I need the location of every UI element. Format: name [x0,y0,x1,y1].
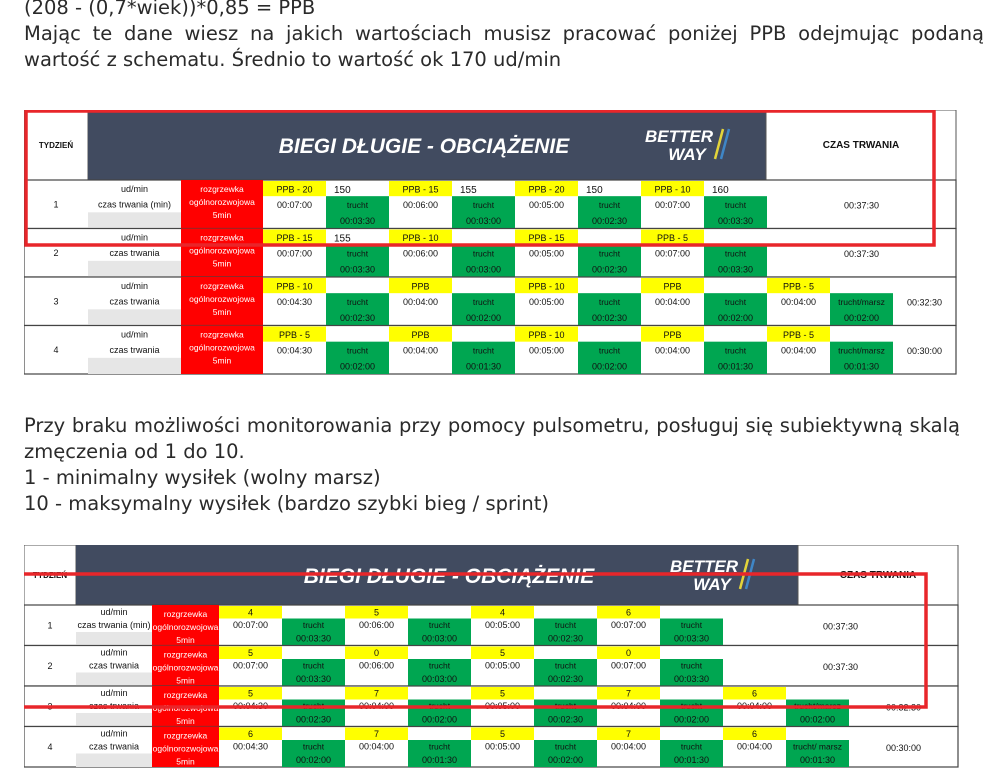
intensity-value: 5 [247,648,254,659]
rest-label: trucht [472,248,495,259]
work-time: 00:04:00 [780,345,817,356]
rest-time: 00:01:30 [421,755,458,766]
duration-label: czas trwania [109,344,160,355]
rest-label: trucht [554,620,577,631]
warmup-text: rozgrzewka [200,329,244,340]
rest-label: trucht [428,660,451,671]
warmup-text: ogólnorozwojowa [189,245,255,256]
duration-label: czas trwania (min) [77,619,151,630]
intensity-value: PPB - 20 [276,184,313,195]
rest-time: 00:02:30 [547,714,584,725]
rest-time: 00:02:00 [295,755,332,766]
work-time: 00:07:00 [654,199,691,210]
rest-label: trucht [724,296,747,307]
rest-time: 00:02:30 [591,215,628,226]
hr-label: ud/min [120,329,149,340]
intensity-value: PPB [411,330,430,341]
warmup-text: ogólnorozwojowa [152,743,219,754]
hr-label: ud/min [100,728,128,739]
rest-time: 00:02:00 [591,361,628,372]
rest-label: trucht [680,660,703,671]
rest-label: trucht [680,620,703,631]
work-time: 00:05:00 [528,199,565,210]
total-duration: 00:37:30 [843,248,880,259]
rest-label: trucht [724,248,747,259]
rest-label: trucht [302,620,325,631]
rest-label: trucht [428,741,451,752]
intensity-value: 7 [373,729,380,740]
intensity-value: PPB [411,281,430,292]
intensity-value: PPB - 10 [402,233,439,244]
work-time: 00:04:00 [358,701,395,712]
work-time: 00:05:00 [484,660,521,671]
total-duration: 00:32:30 [885,702,922,713]
work-time: 00:04:00 [358,741,395,752]
week-number: 1 [47,620,53,631]
work-time: 00:04:00 [610,741,647,752]
total-duration: 00:30:00 [906,345,943,356]
total-duration: 00:37:30 [822,661,859,672]
rest-time: 00:03:00 [421,674,458,685]
rest-label: trucht [472,345,495,356]
rest-label: trucht/ marsz [792,741,843,752]
intensity-value: PPB [663,281,682,292]
intensity-value: 5 [499,729,506,740]
work-time: 00:05:00 [528,296,565,307]
hr-label: ud/min [100,647,128,658]
intensity-value: PPB [663,330,682,341]
intensity-value: 6 [751,688,758,699]
warmup-text: 5min [176,635,195,645]
rest-time: 00:01:30 [465,361,502,372]
week-number: 2 [47,660,53,671]
heart-rate-value: 150 [586,184,603,196]
label-grey-cell [88,309,181,325]
rest-time: 00:03:30 [339,264,376,275]
warmup-text: rozgrzewka [163,730,208,741]
rest-label: trucht [346,199,369,210]
work-time: 00:04:00 [654,345,691,356]
intensity-value: PPB - 5 [278,330,311,341]
intensity-value: PPB - 15 [276,233,313,244]
rest-label: trucht [346,345,369,356]
rest-time: 00:03:30 [295,674,332,685]
warmup-text: rozgrzewka [200,232,244,243]
rest-label: trucht [472,296,495,307]
work-time: 00:05:00 [528,345,565,356]
intensity-value: PPB - 15 [528,233,565,244]
hr-label: ud/min [120,184,149,195]
rest-label: trucht [598,296,621,307]
work-time: 00:05:00 [484,701,521,712]
label-grey-cell [88,212,181,228]
rest-label: trucht [346,248,369,259]
warmup-text: 5min [176,716,195,726]
work-time: 00:04:30 [276,345,313,356]
rest-label: trucht [554,741,577,752]
rest-time: 00:02:00 [673,714,710,725]
intensity-value: 6 [247,729,254,740]
intensity-value: 0 [625,648,632,659]
warmup-text: rozgrzewka [200,184,244,194]
total-duration: 00:37:30 [843,200,880,211]
ppb-training-table [24,110,958,380]
rest-time: 00:03:30 [339,215,376,226]
work-time: 00:05:00 [484,741,521,752]
warmup-text: 5min [212,355,232,366]
total-duration: 00:30:00 [885,742,922,753]
warmup-text: ogólnorozwojowa [152,703,219,713]
week-number: 3 [53,296,59,307]
work-time: 00:04:30 [276,296,313,307]
intensity-value: PPB - 5 [782,281,815,292]
work-time: 00:07:00 [232,620,269,631]
rest-time: 00:01:30 [673,755,710,766]
intensity-value: PPB - 10 [528,281,565,292]
work-time: 00:06:00 [402,199,439,210]
duration-label: czas trwania [109,247,160,258]
logo-way: WAY [693,575,731,594]
total-duration: 00:32:30 [906,297,943,308]
heart-rate-value: 160 [712,184,729,196]
intensity-value: 6 [751,729,758,740]
subjective-scale-text [24,413,960,517]
scale-table-svg [24,545,964,775]
intensity-value: 5 [499,688,506,699]
rest-label: trucht [724,199,747,210]
rest-label: trucht [302,701,325,712]
rest-label: trucht [598,248,621,259]
work-time: 00:04:00 [654,296,691,307]
rest-label: trucht [428,620,451,631]
label-grey-cell [88,358,181,374]
week-number: 4 [53,344,59,355]
week-header: TYDZIEŃ [38,141,74,150]
table-title: BIEGI DŁUGIE - OBCIĄŻENIE [278,135,570,158]
work-time: 00:07:00 [654,248,691,259]
rest-time: 00:03:30 [295,633,332,644]
rest-time: 00:01:30 [799,755,836,766]
intensity-value: 7 [373,688,380,699]
ppb-table-svg [24,110,958,376]
label-grey-cell [76,632,152,646]
work-time: 00:04:00 [736,741,773,752]
hr-label: ud/min [120,281,149,292]
duration-header: CZAS TRWANIA [822,140,900,151]
work-time: 00:04:00 [736,701,773,712]
work-time: 00:04:30 [232,741,269,752]
rest-time: 00:02:30 [547,633,584,644]
rest-time: 00:03:00 [421,633,458,644]
warmup-text: ogólnorozwojowa [152,662,219,673]
warmup-text: rozgrzewka [163,609,208,619]
rest-time: 00:03:30 [717,264,754,275]
intensity-value: 5 [499,648,506,659]
warmup-text: ogólnorozwojowa [189,197,255,207]
rest-time: 00:02:00 [799,714,836,725]
rest-time: 00:02:30 [295,714,332,725]
rest-label: trucht [302,660,325,671]
rest-time: 00:01:30 [717,361,754,372]
ppb-formula: (208 - (0,7*wiek))*0,85 = PPB [24,0,316,19]
week-number: 3 [47,701,53,712]
duration-label: czas trwania [109,296,160,307]
scale-min-line: 1 - minimalny wysiłek (wolny marsz) [24,466,381,489]
heart-rate-value: 150 [334,184,351,196]
label-grey-cell [76,754,152,768]
work-time: 00:07:00 [610,660,647,671]
rest-time: 00:02:00 [843,312,880,323]
intensity-value: 7 [625,688,632,699]
rest-label: trucht [428,701,451,712]
intensity-value: PPB - 10 [528,330,565,341]
work-time: 00:05:00 [528,248,565,259]
work-time: 00:04:00 [780,296,817,307]
week-number: 4 [47,741,53,752]
work-time: 00:04:00 [402,296,439,307]
intensity-value: 7 [625,729,632,740]
warmup-text: ogólnorozwojowa [189,294,255,304]
intensity-value: 4 [499,607,506,618]
rest-label: trucht [554,660,577,671]
week-number: 2 [53,247,59,258]
duration-header: CZAS TRWANIA [839,570,917,581]
scale-max-line: 10 - maksymalny wysiłek (bardzo szybki bieg / sprint) [24,492,550,515]
logo-better: BETTER [645,127,713,146]
rest-time: 00:03:30 [673,633,710,644]
intensity-value: 4 [247,607,254,618]
work-time: 00:06:00 [402,248,439,259]
label-grey-cell [76,713,152,727]
warmup-text: 5min [176,675,195,686]
scale-paragraph: Przy braku możliwości monitorowania przy pomocy pulsometru, posługuj się subiektywną skalą zmęczenia od 1 do 10. [24,414,960,463]
work-time: 00:07:00 [232,660,269,671]
rest-label: trucht [302,741,325,752]
work-time: 00:06:00 [358,620,395,631]
warmup-text: rozgrzewka [200,281,244,291]
intensity-value: 5 [373,607,380,618]
warmup-text: rozgrzewka [163,690,208,700]
rest-time: 00:02:30 [591,264,628,275]
total-duration: 00:37:30 [822,621,859,632]
rest-time: 00:02:00 [465,312,502,323]
rest-time: 00:02:00 [547,755,584,766]
rest-time: 00:02:00 [717,312,754,323]
hr-label: ud/min [100,688,128,699]
rest-time: 00:03:30 [673,674,710,685]
warmup-text: 5min [176,756,195,767]
rest-label: trucht [724,345,747,356]
warmup-text: rozgrzewka [163,649,208,660]
logo-better: BETTER [670,557,738,576]
warmup-text: ogólnorozwojowa [189,342,255,353]
rest-label: trucht [346,296,369,307]
rest-time: 00:03:00 [465,215,502,226]
work-time: 00:04:30 [232,701,269,712]
rest-time: 00:01:30 [843,361,880,372]
rest-label: trucht/marsz [794,701,841,712]
work-time: 00:07:00 [276,199,313,210]
warmup-text: 5min [212,307,232,317]
work-time: 00:05:00 [484,620,521,631]
label-grey-cell [76,673,152,687]
table-title: BIEGI DŁUGIE - OBCIĄŻENIE [303,565,595,588]
rest-time: 00:02:30 [591,312,628,323]
label-grey-cell [88,261,181,277]
duration-label: czas trwania [88,741,140,752]
duration-label: czas trwania (min) [97,199,172,210]
hr-label: ud/min [120,232,149,243]
week-header: TYDZIEŃ [32,571,68,580]
scale-training-table [24,545,964,779]
rest-time: 00:02:30 [339,312,376,323]
intensity-value: PPB - 10 [654,184,691,195]
work-time: 00:07:00 [276,248,313,259]
rest-label: trucht/marsz [838,345,885,356]
intensity-value: PPB - 5 [782,330,815,341]
rest-label: trucht [598,199,621,210]
rest-time: 00:02:30 [547,674,584,685]
warmup-text: 5min [212,258,232,269]
week-number: 1 [53,199,59,210]
intensity-value: PPB - 20 [528,184,565,195]
intensity-value: 0 [373,648,380,659]
rest-label: trucht [472,199,495,210]
heart-rate-value: 155 [460,184,477,196]
rest-label: trucht [680,701,703,712]
duration-label: czas trwania [88,660,140,671]
heart-rate-value: 155 [334,233,351,245]
work-time: 00:04:00 [402,345,439,356]
work-time: 00:06:00 [358,660,395,671]
rest-time: 00:03:00 [465,264,502,275]
rest-label: trucht [554,701,577,712]
intro-text [24,0,984,73]
duration-label: czas trwania [88,700,140,711]
intensity-value: PPB - 5 [656,233,689,244]
rest-label: trucht [598,345,621,356]
rest-time: 00:02:00 [339,361,376,372]
rest-time: 00:03:30 [717,215,754,226]
work-time: 00:07:00 [610,620,647,631]
intensity-value: 6 [625,607,632,618]
intensity-value: PPB - 10 [276,281,313,292]
hr-label: ud/min [100,607,128,618]
warmup-text: 5min [212,210,232,220]
rest-label: trucht/marsz [838,296,885,307]
rest-label: trucht [680,741,703,752]
logo-way: WAY [668,145,706,164]
intro-paragraph: Mając te dane wiesz na jakich wartościach musisz pracować poniżej PPB odejmując podaną wartość z schematu. Średnio to wartość ok 170 ud/min [24,22,984,71]
intensity-value: 5 [247,688,254,699]
intensity-value: PPB - 15 [402,184,439,195]
work-time: 00:04:00 [610,701,647,712]
warmup-text: ogólnorozwojowa [152,622,219,632]
rest-time: 00:02:00 [421,714,458,725]
